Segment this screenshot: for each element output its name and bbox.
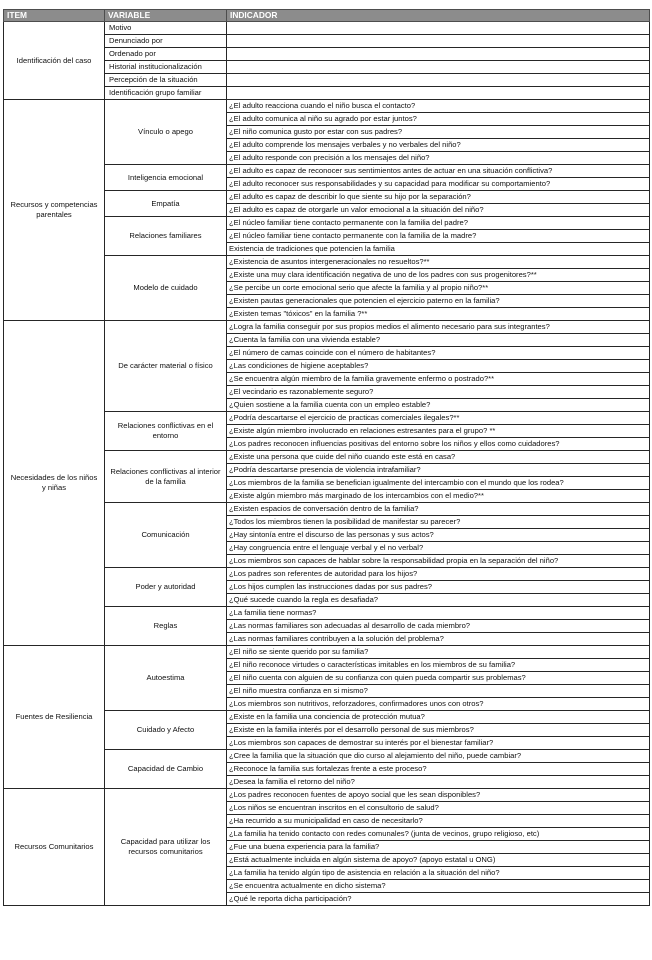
indicator-cell: [227, 74, 650, 87]
indicator-cell: ¿El niño cuenta con alguien de su confianza con quien pueda compartir sus problemas?: [227, 672, 650, 685]
indicator-cell: ¿Los padres son referentes de autoridad para los hijos?: [227, 568, 650, 581]
indicator-cell: ¿Se encuentra actualmente en dicho sistema?: [227, 880, 650, 893]
indicator-cell: ¿Ha recurrido a su municipalidad en caso de necesitarlo?: [227, 815, 650, 828]
variable-cell: Empatía: [105, 191, 227, 217]
variable-cell: Modelo de cuidado: [105, 256, 227, 321]
item-cell: Recursos y competencias parentales: [4, 100, 105, 321]
indicator-cell: ¿Cree la familia que la situación que dio curso al alejamiento del niño, puede cambiar?: [227, 750, 650, 763]
variable-cell: Percepción de la situación: [105, 74, 227, 87]
indicator-table: [3, 9, 650, 906]
indicator-cell: [227, 35, 650, 48]
indicator-cell: ¿Existencia de asuntos intergeneracionales no resueltos?**: [227, 256, 650, 269]
indicator-cell: ¿Las normas familiares son adecuadas al desarrollo de cada miembro?: [227, 620, 650, 633]
indicator-cell: ¿El adulto es capaz de reconocer sus sentimientos antes de actuar en una situación conflictiva?: [227, 165, 650, 178]
indicator-cell: ¿La familia tiene normas?: [227, 607, 650, 620]
item-cell: Recursos Comunitarios: [4, 789, 105, 906]
indicator-cell: ¿Los hijos cumplen las instrucciones dadas por sus padres?: [227, 581, 650, 594]
table-row: [4, 646, 650, 659]
indicator-cell: ¿Los miembros son capaces de demostrar su interés por el bienestar familiar?: [227, 737, 650, 750]
indicator-cell: ¿Podría descartarse presencia de violencia intrafamiliar?: [227, 464, 650, 477]
variable-cell: Motivo: [105, 22, 227, 35]
indicator-cell: ¿El adulto es capaz de describir lo que siente su hijo por la separación?: [227, 191, 650, 204]
indicator-cell: ¿Fue una buena experiencia para la familia?: [227, 841, 650, 854]
variable-cell: Relaciones conflictivas al interior de la familia: [105, 451, 227, 503]
indicator-cell: ¿El adulto reconocer sus responsabilidades y su capacidad para modificar su comportamiento?: [227, 178, 650, 191]
item-cell: Necesidades de los niños y niñas: [4, 321, 105, 646]
indicator-cell: ¿Existe una muy clara identificación negativa de uno de los padres con sus progenitores?**: [227, 269, 650, 282]
indicator-cell: ¿El adulto reacciona cuando el niño busca el contacto?: [227, 100, 650, 113]
indicator-cell: ¿El núcleo familiar tiene contacto permanente con la familia del padre?: [227, 217, 650, 230]
indicator-cell: ¿Los miembros son capaces de hablar sobre la responsabilidad propia en la separación del niño?: [227, 555, 650, 568]
indicator-cell: ¿Existe una persona que cuide del niño cuando este está en casa?: [227, 451, 650, 464]
indicator-cell: ¿El niño se siente querido por su familia?: [227, 646, 650, 659]
variable-cell: Comunicación: [105, 503, 227, 568]
item-cell: Fuentes de Resiliencia: [4, 646, 105, 789]
indicator-cell: ¿Se encuentra algún miembro de la familia gravemente enfermo o postrado?**: [227, 373, 650, 386]
indicator-cell: ¿Los padres reconocen fuentes de apoyo social que les sean disponibles?: [227, 789, 650, 802]
indicator-cell: ¿Está actualmente incluida en algún sistema de apoyo? (apoyo estatal u ONG): [227, 854, 650, 867]
indicator-cell: ¿El vecindario es razonablemente seguro?: [227, 386, 650, 399]
indicator-cell: ¿Cuenta la familia con una vivienda estable?: [227, 334, 650, 347]
variable-cell: Relaciones familiares: [105, 217, 227, 256]
indicator-cell: ¿Los miembros son nutritivos, reforzadores, confirmadores unos con otros?: [227, 698, 650, 711]
variable-cell: Ordenado por: [105, 48, 227, 61]
indicator-cell: [227, 22, 650, 35]
table-body: [4, 22, 650, 906]
indicator-cell: ¿El adulto comunica al niño su agrado por estar juntos?: [227, 113, 650, 126]
table-row: [4, 22, 650, 35]
indicator-cell: ¿Qué sucede cuando la regla es desafiada?: [227, 594, 650, 607]
indicator-cell: [227, 48, 650, 61]
indicator-cell: ¿Se percibe un corte emocional serio que afecte la familia y al propio niño?**: [227, 282, 650, 295]
variable-cell: Cuidado y Afecto: [105, 711, 227, 750]
indicator-cell: ¿Las condiciones de higiene aceptables?: [227, 360, 650, 373]
indicator-cell: [227, 61, 650, 74]
indicator-cell: ¿Logra la familia conseguir por sus propios medios el alimento necesario para sus integrantes?: [227, 321, 650, 334]
indicator-cell: ¿La familia ha tenido algún tipo de asistencia en relación a la situación del niño?: [227, 867, 650, 880]
indicator-cell: ¿Podría descartarse el ejercicio de practicas comerciales ilegales?**: [227, 412, 650, 425]
variable-cell: Relaciones conflictivas en el entorno: [105, 412, 227, 451]
indicator-cell: ¿Existen espacios de conversación dentro de la familia?: [227, 503, 650, 516]
variable-cell: De carácter material o físico: [105, 321, 227, 412]
variable-cell: Historial institucionalización: [105, 61, 227, 74]
variable-cell: Capacidad de Cambio: [105, 750, 227, 789]
header-variable: VARIABLE: [105, 10, 227, 22]
indicator-cell: ¿Hay sintonía entre el discurso de las personas y sus actos?: [227, 529, 650, 542]
indicator-cell: Existencia de tradiciones que potencien la familia: [227, 243, 650, 256]
indicator-cell: ¿Qué le reporta dicha participación?: [227, 893, 650, 906]
indicator-cell: ¿Existe en la familia interés por el desarrollo personal de sus miembros?: [227, 724, 650, 737]
indicator-cell: ¿El adulto responde con precisión a los mensajes del niño?: [227, 152, 650, 165]
indicator-cell: [227, 87, 650, 100]
indicator-cell: ¿Existe en la familia una conciencia de protección mutua?: [227, 711, 650, 724]
indicator-cell: ¿El niño muestra confianza en si mismo?: [227, 685, 650, 698]
header-item: ITEM: [4, 10, 105, 22]
indicator-cell: ¿El adulto es capaz de otorgarle un valor emocional a la situación del niño?: [227, 204, 650, 217]
indicator-cell: ¿Existen temas "tóxicos" en la familia ?**: [227, 308, 650, 321]
variable-cell: Poder y autoridad: [105, 568, 227, 607]
indicator-cell: ¿Hay congruencia entre el lenguaje verbal y el no verbal?: [227, 542, 650, 555]
variable-cell: Vínculo o apego: [105, 100, 227, 165]
table-row: [4, 789, 650, 802]
indicator-cell: ¿Existe algún miembro involucrado en relaciones estresantes para el grupo? **: [227, 425, 650, 438]
indicator-cell: ¿Los padres reconocen influencias positivas del entorno sobre los niños y ellos como cuidadores?: [227, 438, 650, 451]
variable-cell: Inteligencia emocional: [105, 165, 227, 191]
indicator-cell: ¿La familia ha tenido contacto con redes comunales? (junta de vecinos, grupo religioso, etc): [227, 828, 650, 841]
variable-cell: Reglas: [105, 607, 227, 646]
item-cell: Identificación del caso: [4, 22, 105, 100]
variable-cell: Autoestima: [105, 646, 227, 711]
variable-cell: Identificación grupo familiar: [105, 87, 227, 100]
indicator-cell: ¿El adulto comprende los mensajes verbales y no verbales del niño?: [227, 139, 650, 152]
variable-cell: Capacidad para utilizar los recursos comunitarios: [105, 789, 227, 906]
table-row: [4, 100, 650, 113]
indicator-cell: ¿El niño reconoce virtudes o características imitables en los miembros de su familia?: [227, 659, 650, 672]
header-row: [4, 10, 650, 22]
indicator-cell: ¿Quien sostiene a la familia cuenta con un empleo estable?: [227, 399, 650, 412]
indicator-cell: ¿El niño comunica gusto por estar con sus padres?: [227, 126, 650, 139]
variable-cell: Denunciado por: [105, 35, 227, 48]
indicator-cell: ¿Existe algún miembro más marginado de los intercambios con el medio?**: [227, 490, 650, 503]
indicator-cell: ¿Las normas familiares contribuyen a la solución del problema?: [227, 633, 650, 646]
indicator-cell: ¿Todos los miembros tienen la posibilidad de manifestar su parecer?: [227, 516, 650, 529]
indicator-cell: ¿Reconoce la familia sus fortalezas frente a este proceso?: [227, 763, 650, 776]
indicator-cell: ¿Existen pautas generacionales que potencien el ejercicio paterno en la familia?: [227, 295, 650, 308]
indicator-cell: ¿Desea la familia el retorno del niño?: [227, 776, 650, 789]
table-row: [4, 321, 650, 334]
indicator-cell: ¿El núcleo familiar tiene contacto permanente con la familia de la madre?: [227, 230, 650, 243]
indicator-cell: ¿Los miembros de la familia se benefician igualmente del intercambio con el mundo que los rodea?: [227, 477, 650, 490]
indicator-cell: ¿El número de camas coincide con el número de habitantes?: [227, 347, 650, 360]
indicator-cell: ¿Los niños se encuentran inscritos en el consultorio de salud?: [227, 802, 650, 815]
indicator-table-sheet: [3, 9, 649, 906]
header-indicator: INDICADOR: [227, 10, 650, 22]
